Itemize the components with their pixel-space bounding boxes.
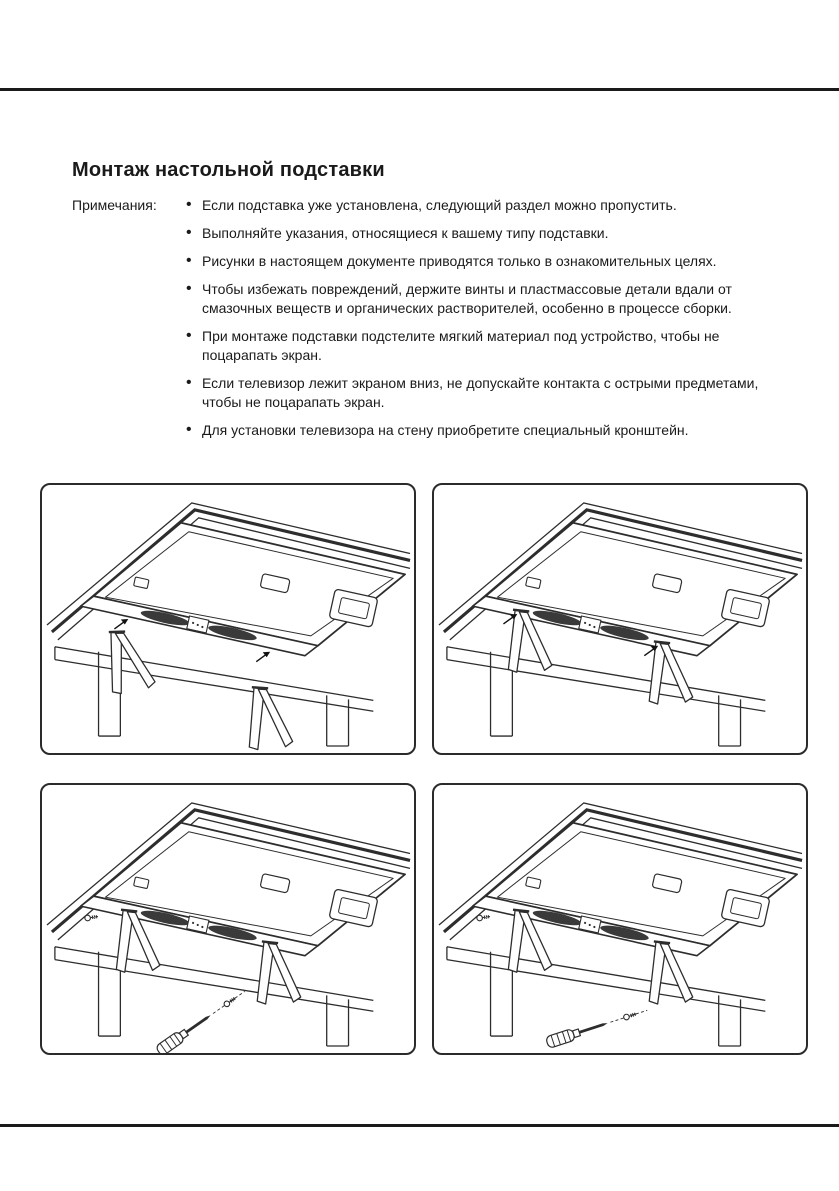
bottom-rule bbox=[0, 1124, 839, 1127]
note-item: • Если подставка уже установлена, следующий раздел можно пропустить. bbox=[184, 196, 796, 215]
note-item: • Чтобы избежать повреждений, держите винты и пластмассовые детали вдали от смазочных веществ и органических растворителей, особенно в процессе сборки. bbox=[184, 280, 796, 318]
tv-on-table-drawing bbox=[47, 803, 410, 1046]
note-item: • Для установки телевизора на стену приобретите специальный кронштейн. bbox=[184, 421, 796, 440]
figure-grid bbox=[40, 483, 808, 1055]
notes-label: Примечания: bbox=[72, 197, 157, 213]
screwdriver-icon bbox=[155, 986, 248, 1053]
tv-stand-inserted-illustration bbox=[434, 485, 806, 753]
tv-stand-align-illustration bbox=[42, 485, 414, 753]
insert-arrow-icon bbox=[114, 619, 128, 629]
insert-arrow-icon bbox=[256, 652, 270, 662]
tv-on-table-drawing bbox=[439, 803, 802, 1046]
tv-on-table-drawing bbox=[47, 503, 410, 746]
notes-section bbox=[72, 196, 802, 449]
figure-step-2 bbox=[432, 483, 808, 755]
screwdriver-icon bbox=[545, 1005, 649, 1049]
figure-step-3 bbox=[40, 783, 416, 1055]
right-stand-leg bbox=[239, 682, 293, 753]
note-item: • Выполняйте указания, относящиеся к вашему типу подставки. bbox=[184, 224, 796, 243]
left-stand-leg bbox=[96, 624, 156, 698]
screw-icon bbox=[476, 914, 490, 921]
note-item: • При монтаже подставки подстелите мягкий материал под устройство, чтобы не поцарапать экран. bbox=[184, 327, 796, 365]
note-item: • Если телевизор лежит экраном вниз, не допускайте контакта с острыми предметами, чтобы не поцарапать экран. bbox=[184, 374, 796, 412]
tv-on-table-drawing bbox=[439, 503, 802, 746]
tv-stand-screw-illustration bbox=[42, 785, 414, 1053]
figure-step-1 bbox=[40, 483, 416, 755]
screw-icon bbox=[84, 914, 98, 921]
notes-list bbox=[184, 196, 796, 449]
figure-step-4 bbox=[432, 783, 808, 1055]
top-rule bbox=[0, 88, 839, 91]
page-title: Монтаж настольной подставки bbox=[72, 159, 385, 182]
note-item: • Рисунки в настоящем документе приводятся только в ознакомительных целях. bbox=[184, 252, 796, 271]
tv-stand-screw-illustration bbox=[434, 785, 806, 1053]
